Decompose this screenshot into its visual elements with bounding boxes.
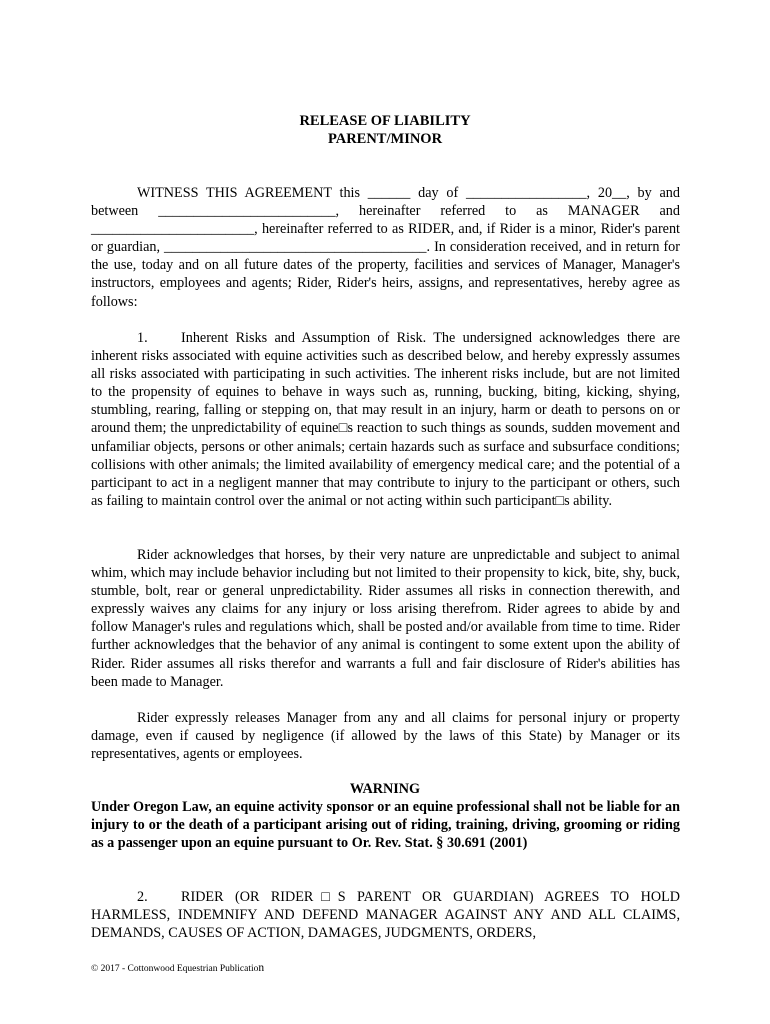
warning-body: Under Oregon Law, an equine activity sponsor or an equine professional shall not be liable for an injury to or the death of a participant arising out of riding, training, driving, grooming or riding as a passenger upon an equine pursuant to Or. Rev. Stat. § 30.691 (2001) [91, 799, 680, 852]
section-number-2: 2. [137, 889, 148, 905]
rider-acknowledgement-paragraph: Rider acknowledges that horses, by their very nature are unpredictable and subject to animal whim, which may include behavior including but not limited to their propensity to kick, bite, shy, buck, stumble, bolt, rear or general unpredictability. Rider assumes all risks in connection therewith, and expressly waives any claims for any injury or loss arising therefrom. Rider agrees to abide by and follow Manager's rules and regulations which, shall be posted and/or available from time to time. Rider further acknowledges that the behavior of any animal is contingent to some extent upon the ability of Rider. Rider assumes all risks therefor and warrants a full and fair disclosure of Rider's abilities has been made to Manager. [91, 547, 680, 690]
inherent-risks-text: Inherent Risks and Assumption of Risk. The undersigned acknowledges there are inherent risks associated with equine activities such as described below, and hereby expressly assumes all risks associated with participating in such activities. The inherent risks include, but are not limited to the propensity of equines to behave in ways such as, running, bucking, biting, kicking, shying, stumbling, rearing, falling or stepping on, that may result in an injury, harm or death to persons on or around them; the unpredictability of equine□s reaction to such things as sounds, sudden movement and unfamiliar objects, persons or other animals; certain hazards such as surface and subsurface conditions; collisions with other animals; the limited availability of emergency medical care; and the potential of a participant to act in a negligent manner that may contribute to injury to the participant or others, such as failing to maintain control over the animal or not acting within such participant□s ability. [91, 330, 680, 509]
hold-harmless-paragraph [91, 888, 680, 942]
release-paragraph: Rider expressly releases Manager from any and all claims for personal injury or property damage, even if caused by negligence (if allowed by the laws of this State) by Manager or its representatives, agents or employees. [91, 710, 680, 763]
title-line-2: PARENT/MINOR [327, 131, 443, 147]
section-number-1: 1. [137, 330, 148, 346]
title-line-1: RELEASE OF LIABILITY [299, 113, 471, 129]
agreement-intro-paragraph: WITNESS THIS AGREEMENT this ______ day of _________________, 20__, by and between _________________________, hereinafter referred to as MANAGER and _______________________, hereinafter referred to as RIDER, and, if Rider is a minor, Rider's parent or guardian, _____________________________________. In consideration received, and in return for the use, today and on all future dates of the property, facilities and services of Manager, Manager's instructors, employees and agents; Rider, Rider's heirs, assigns, and representatives, hereby agree as follows: [91, 185, 680, 310]
document-title [0, 112, 770, 148]
footer-text-tail: n [258, 962, 265, 974]
warning-heading: WARNING [349, 781, 421, 797]
inherent-risks-paragraph [91, 329, 680, 510]
hold-harmless-text: RIDER (OR RIDER□S PARENT OR GUARDIAN) AGREES TO HOLD HARMLESS, INDEMNIFY AND DEFEND MANAGER AGAINST ANY AND ALL CLAIMS, DEMANDS, CAUSES OF ACTION, DAMAGES, JUDGMENTS, ORDERS, [91, 889, 680, 942]
footer-text: © 2017 - Cottonwood Equestrian Publicatio [91, 964, 259, 974]
copyright-footer [91, 962, 264, 975]
